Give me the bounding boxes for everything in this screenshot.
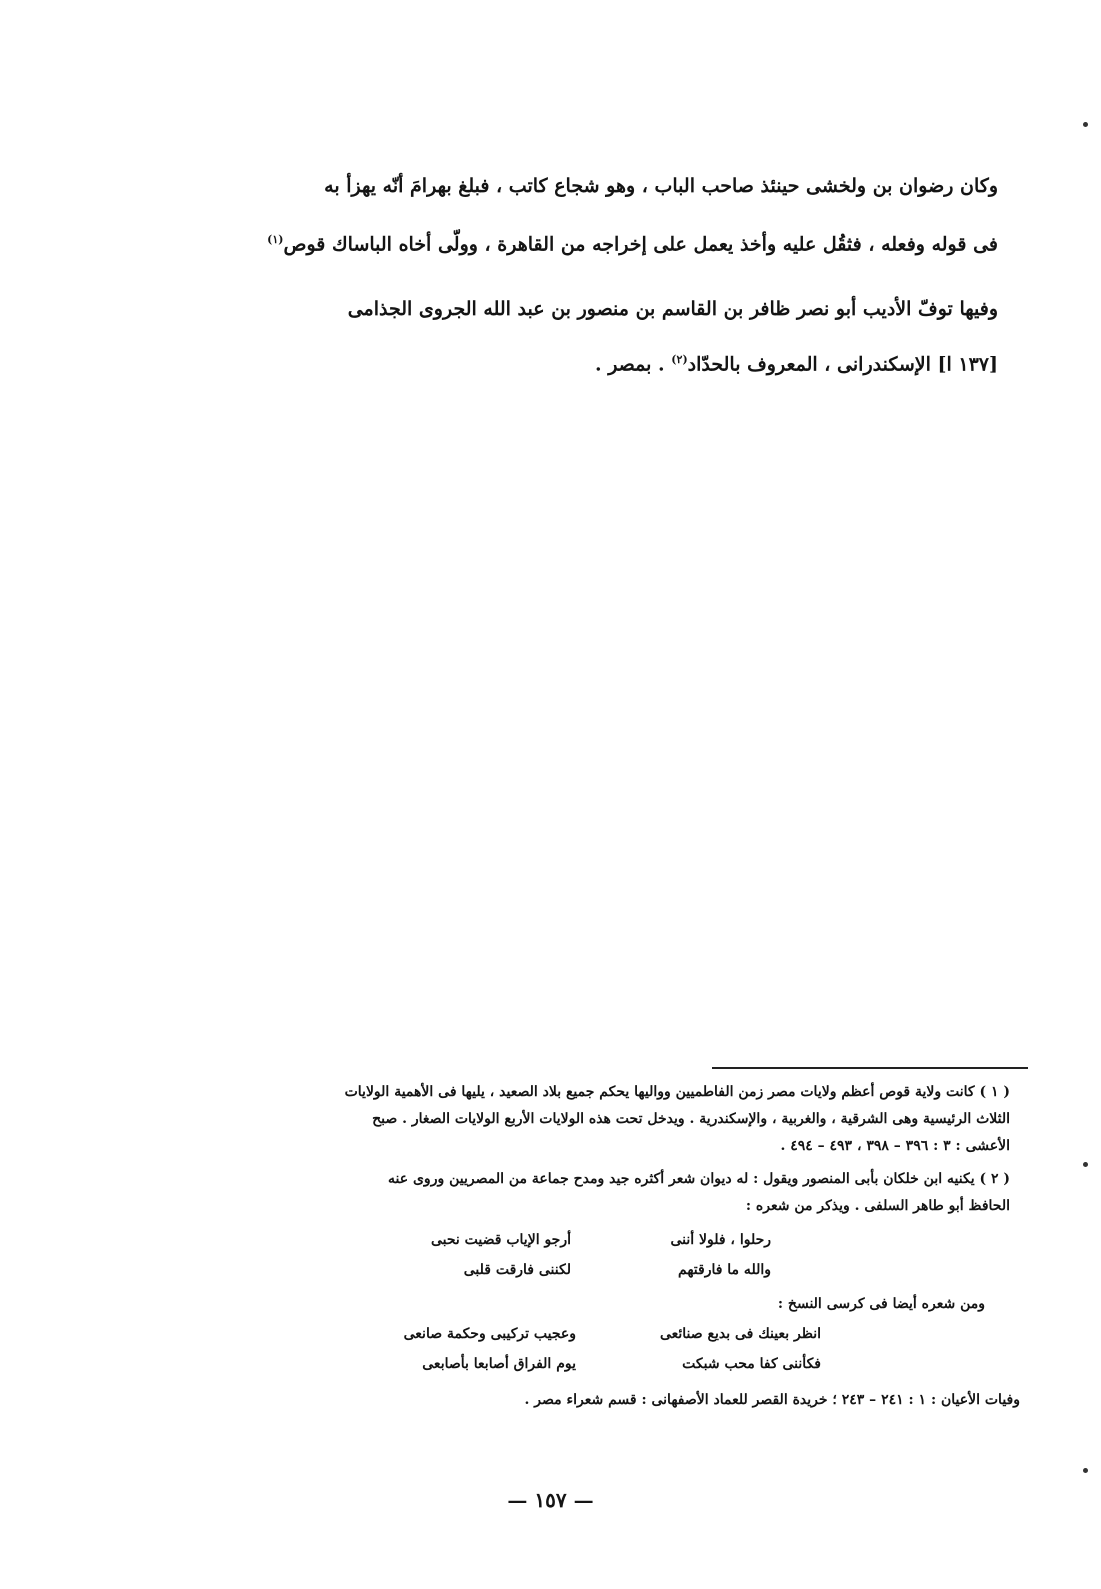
verse-1-second-hemistich: أرجو الإياب قضيت نحبى xyxy=(430,1232,571,1248)
main-paragraph-1-line-2-text: فى قوله وفعله ، فثقُل عليه وأخذ يعمل على إخراجه من القاهرة ، وولّى أخاه الباساك قوص xyxy=(283,233,998,256)
main-paragraph-1-line-1: وكان رضوان بن ولخشى حينئذ صاحب الباب ، وهو شجاع كاتب ، فبلغ بهرامَ أنّه يهزأ به xyxy=(324,175,998,197)
footnote-1-line-1: ( ١ ) كانت ولاية قوص أعظم ولايات مصر زمن الفاطميين وواليها يحكم جميع بلاد الصعيد ، يليها فى الأهمية الولايات xyxy=(344,1084,1010,1100)
main-paragraph-2-line-2-text: [١٣٧ ا] الإسكندرانى ، المعروف بالحدّاد xyxy=(687,353,998,376)
scan-speck xyxy=(1083,1162,1088,1167)
scan-speck xyxy=(1083,1468,1088,1473)
footnote-2-intro-2: ومن شعره أيضا فى كرسى النسخ : xyxy=(777,1296,985,1312)
main-paragraph-1-line-2 xyxy=(168,220,998,264)
verse-3-first-hemistich: انظر بعينك فى بديع صنائعى xyxy=(659,1326,821,1342)
page-number: — ١٥٧ — xyxy=(507,1488,594,1512)
verse-4-first-hemistich: فكأننى كفا محب شبكت xyxy=(682,1356,821,1372)
main-paragraph-2-line-1: وفيها توفّ الأديب أبو نصر ظافر بن القاسم بن منصور بن عبد الله الجروى الجذامى xyxy=(347,298,998,320)
footnote-separator xyxy=(712,1067,1028,1069)
footnote-1-line-2: الثلاث الرئيسية وهى الشرقية ، والغربية ، والإسكندرية . ويدخل تحت هذه الولايات الأربع الولايات الصغار . صبح xyxy=(372,1111,1010,1127)
verse-2-second-hemistich: لكننى فارقت قلبى xyxy=(463,1262,571,1278)
footnote-2-line-1: ( ٢ ) يكنيه ابن خلكان بأبى المنصور ويقول : له ديوان شعر أكثره جيد ومدح جماعة من المصريين وروى عنه xyxy=(388,1171,1010,1187)
main-paragraph-2-line-2-end: . بمصر . xyxy=(594,353,665,376)
footnote-1-line-3: الأعشى : ٣ : ٣٩٦ – ٣٩٨ ، ٤٩٣ – ٤٩٤ . xyxy=(780,1138,1010,1154)
footnote-2-source: وفيات الأعيان : ١ : ٢٤١ – ٢٤٣ ؛ خريدة القصر للعماد الأصفهانى : قسم شعراء مصر . xyxy=(524,1392,1020,1408)
main-paragraph-2-line-2 xyxy=(168,340,998,384)
footnote-ref-1: (١) xyxy=(267,233,284,246)
footnote-ref-2: (٢) xyxy=(671,353,688,366)
verse-4-second-hemistich: يوم الفراق أصابعا بأصابعى xyxy=(422,1356,576,1372)
footnote-2-line-2: الحافظ أبو طاهر السلفى . ويذكر من شعره : xyxy=(745,1198,1010,1214)
verse-3-second-hemistich: وعجيب تركيبى وحكمة صانعى xyxy=(403,1326,576,1342)
scan-speck xyxy=(1083,122,1088,127)
verse-2-first-hemistich: والله ما فارقتهم xyxy=(678,1262,771,1278)
verse-1-first-hemistich: رحلوا ، فلولا أننى xyxy=(670,1232,771,1248)
